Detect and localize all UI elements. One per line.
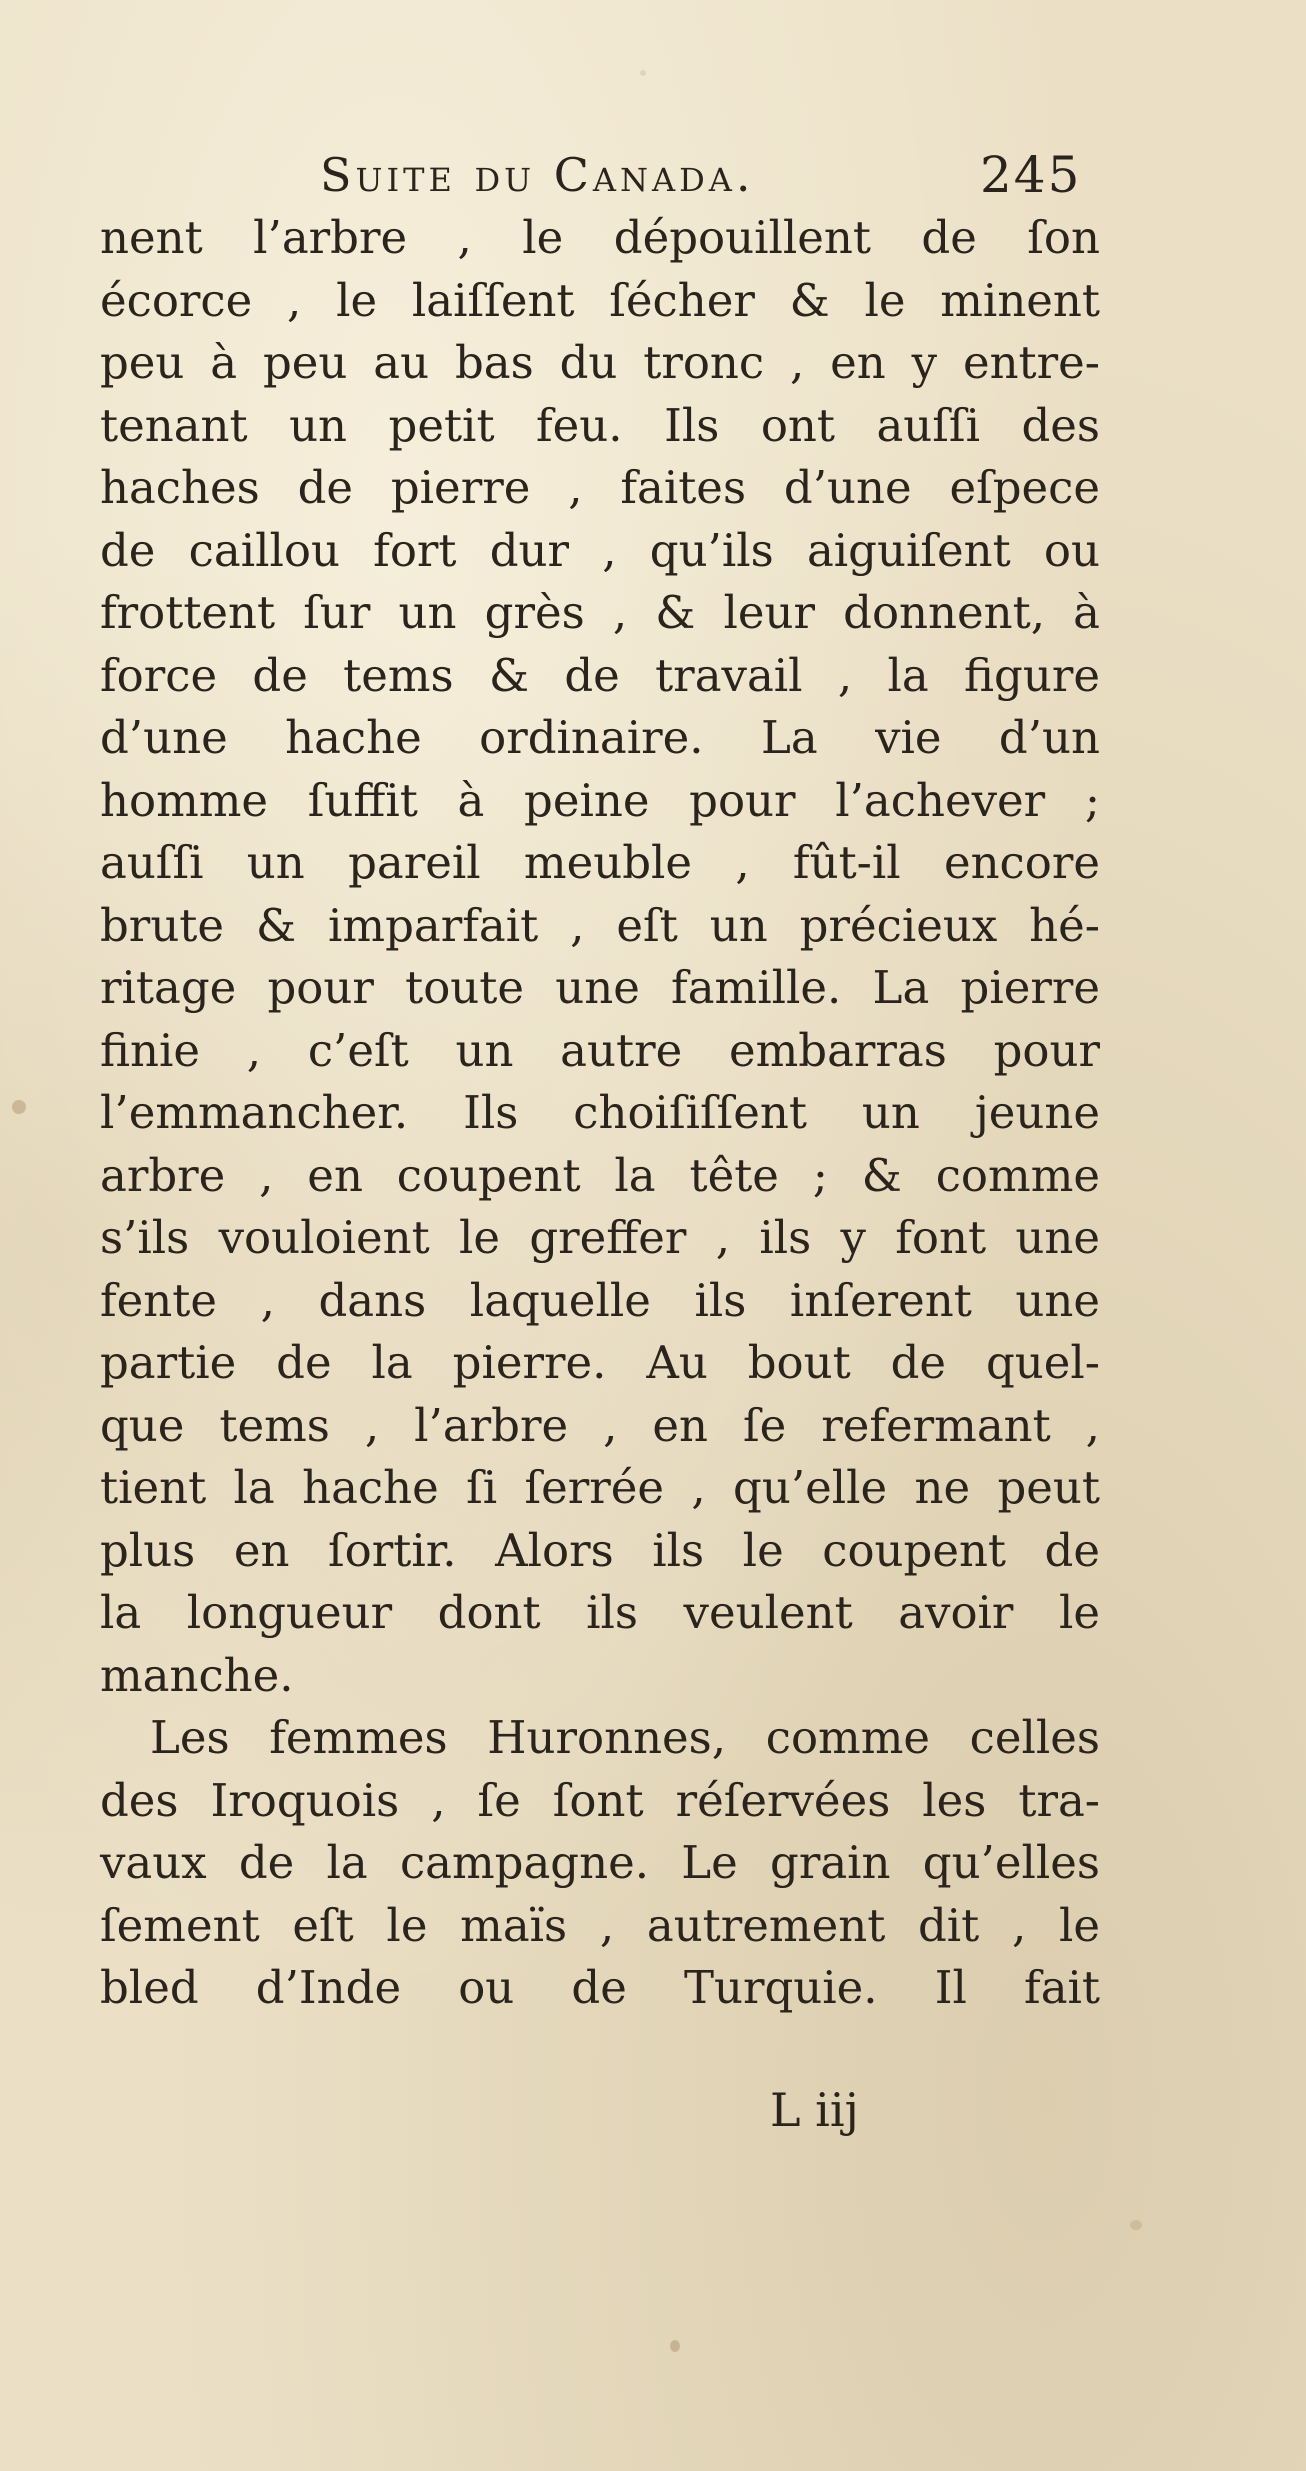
- text-line: que tems , l’arbre , en ſe refermant ,: [100, 1398, 1100, 1452]
- text-line: tenant un petit feu. Ils ont auſſi des: [100, 398, 1100, 452]
- text-line: manche.: [100, 1648, 294, 1702]
- body-text: [100, 207, 1100, 2020]
- text-line: s’ils vouloient le greffer , ils y font une: [100, 1211, 1100, 1264]
- text-line: auſſi un pareil meuble , fût-il encore: [100, 836, 1100, 889]
- paper-stain: [12, 1100, 26, 1114]
- text-line: plus en ſortir. Alors ils le coupent de: [100, 1523, 1100, 1577]
- text-line: partie de la pierre. Au bout de quel-: [100, 1336, 1100, 1389]
- paper-stain: [670, 2340, 680, 2352]
- paragraph: [100, 1707, 1100, 2020]
- text-line: finie , c’eſt un autre embarras pour: [100, 1023, 1100, 1077]
- page-number: 245: [980, 146, 1082, 204]
- paper-stain: [640, 70, 646, 76]
- text-line: force de tems & de travail , la figure: [100, 648, 1100, 702]
- running-head: Suite du Canada.: [320, 148, 755, 202]
- text-line: d’une hache ordinaire. La vie d’un: [100, 711, 1100, 764]
- text-line: haches de pierre , faites d’une eſpece: [100, 461, 1100, 514]
- text-line: homme ſuffit à peine pour l’achever ;: [100, 773, 1100, 827]
- text-line: des Iroquois , ſe ſont réſervées les tra-: [100, 1773, 1100, 1827]
- page-header: [320, 140, 1120, 210]
- text-line: brute & imparfait , eſt un précieux hé-: [100, 898, 1100, 952]
- text-line: la longueur dont ils veulent avoir le: [100, 1586, 1100, 1639]
- text-line: fente , dans laquelle ils inſerent une: [100, 1273, 1100, 1327]
- text-line: bled d’Inde ou de Turquie. Il fait: [100, 1961, 1100, 2014]
- text-line: Les femmes Huronnes, comme celles: [150, 1711, 1100, 1764]
- text-line: nent l’arbre , le dépouillent de ſon: [100, 211, 1100, 264]
- text-line: frottent ſur un grès , & leur donnent, à: [100, 586, 1100, 639]
- text-line: de caillou fort dur , qu’ils aiguiſent ou: [100, 523, 1100, 577]
- text-line: écorce , le laiſſent ſécher & le minent: [100, 273, 1100, 327]
- text-line: ſement eſt le maïs , autrement dit , le: [100, 1898, 1100, 1952]
- text-line: tient la hache ſi ſerrée , qu’elle ne peut: [100, 1461, 1100, 1514]
- text-line: l’emmancher. Ils choiſiſſent un jeune: [100, 1086, 1100, 1139]
- text-line: peu à peu au bas du tronc , en y entre-: [100, 336, 1100, 389]
- paragraph: [100, 207, 1100, 1707]
- text-line: arbre , en coupent la tête ; & comme: [100, 1148, 1100, 1202]
- text-line: vaux de la campagne. Le grain qu’elles: [100, 1836, 1100, 1889]
- text-line: ritage pour toute une famille. La pierre: [100, 961, 1100, 1014]
- paper-stain: [1130, 2220, 1142, 2230]
- signature-mark: L iij: [770, 2083, 859, 2137]
